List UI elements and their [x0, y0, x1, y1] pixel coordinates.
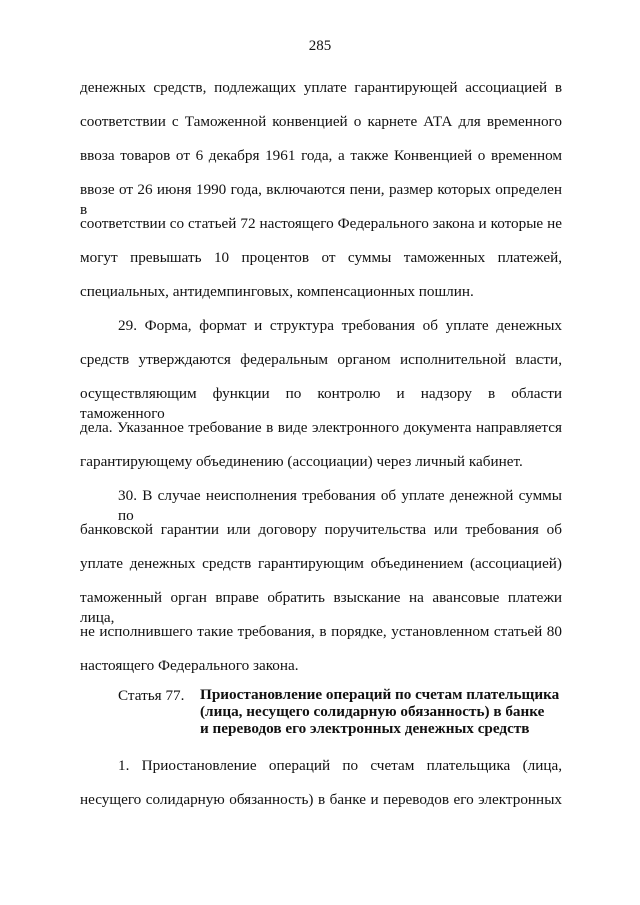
article-title-line: и переводов его электронных денежных средств [200, 720, 530, 737]
text-line: денежных средств, подлежащих уплате гарантирующей ассоциацией в [80, 79, 562, 96]
text-line: ввоза товаров от 6 декабря 1961 года, а также Конвенцией о временном [80, 147, 562, 164]
text-line: не исполнившего такие требования, в порядке, установленном статьей 80 [80, 623, 562, 640]
text-line: дела. Указанное требование в виде электронного документа направляется [80, 419, 562, 436]
text-line: могут превышать 10 процентов от суммы таможенных платежей, [80, 249, 562, 266]
paragraph-29-first-line: 29. Форма, формат и структура требования об уплате денежных [118, 317, 562, 334]
page-number: 285 [308, 38, 332, 54]
text-line: несущего солидарную обязанность) в банке и переводов его электронных [80, 791, 562, 808]
paragraph-1-first-line: 1. Приостановление операций по счетам плательщика (лица, [118, 757, 562, 774]
text-line: уплате денежных средств гарантирующим объединением (ассоциацией) [80, 555, 562, 572]
text-line: настоящего Федерального закона. [80, 657, 299, 674]
text-line: банковской гарантии или договору поручительства или требования об [80, 521, 562, 538]
article-title-line: Приостановление операций по счетам плательщика [200, 686, 560, 703]
text-line: гарантирующему объединению (ассоциации) через личный кабинет. [80, 453, 523, 470]
text-line: осуществляющим функции по контролю и надзору в области таможенного [80, 385, 562, 422]
article-title-line: (лица, несущего солидарную обязанность) в банке [200, 703, 545, 720]
article-label: Статья 77. [118, 687, 185, 704]
text-line: соответствии с Таможенной конвенцией о карнете АТА для временного [80, 113, 562, 130]
text-line: таможенный орган вправе обратить взыскание на авансовые платежи лица, [80, 589, 562, 626]
article-title [200, 686, 570, 737]
text-line: соответствии со статьей 72 настоящего Федерального закона и которые не [80, 215, 562, 232]
text-line: специальных, антидемпинговых, компенсационных пошлин. [80, 283, 474, 300]
text-line: ввозе от 26 июня 1990 года, включаются пени, размер которых определен в [80, 181, 562, 218]
text-line: средств утверждаются федеральным органом исполнительной власти, [80, 351, 562, 368]
paragraph-30-first-line: 30. В случае неисполнения требования об уплате денежной суммы по [118, 487, 562, 524]
